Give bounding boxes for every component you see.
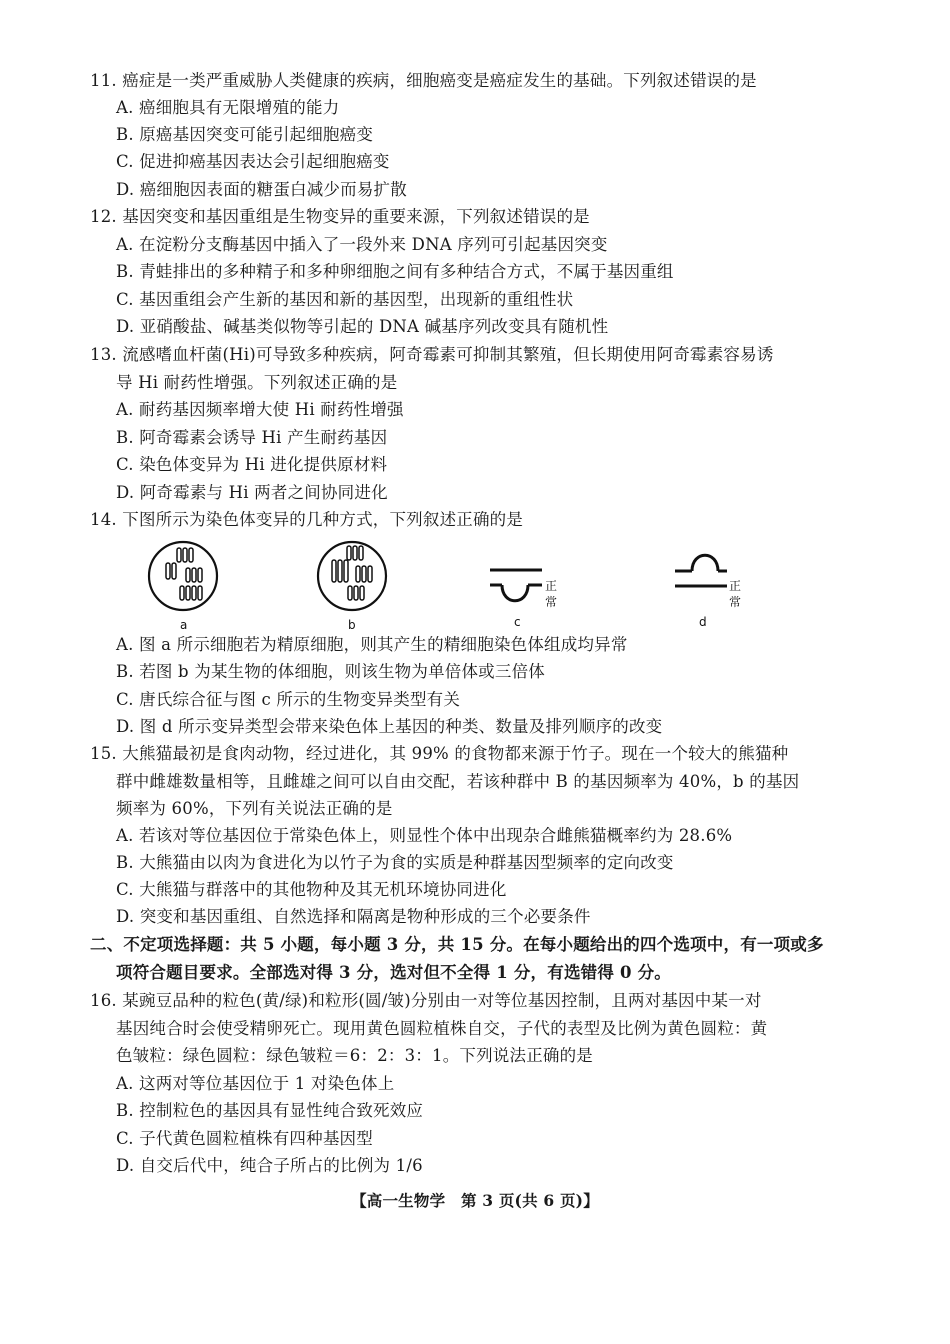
q12-option-a: A. 在淀粉分支酶基因中插入了一段外来 DNA 序列可引起基因突变	[116, 235, 608, 254]
figure-b-label: b	[348, 618, 356, 632]
q14-option-c: C. 唐氏综合征与图 c 所示的生物变异类型有关	[116, 690, 461, 709]
q15-option-b: B. 大熊猫由以肉为食进化为以竹子为食的实质是种群基因型频率的定向改变	[116, 853, 674, 872]
q16-stem-line3: 色皱粒：绿色圆粒：绿色皱粒＝6：2：3：1。下列说法正确的是	[116, 1046, 593, 1065]
q15-stem-line1: 15. 大熊猫最初是食肉动物，经过进化，其 99% 的食物都来源于竹子。现在一个较大的熊猫种	[90, 744, 789, 763]
figure-d-normal-char1: 正	[729, 579, 742, 593]
q14-stem: 14. 下图所示为染色体变异的几种方式，下列叙述正确的是	[90, 510, 524, 529]
q16-option-b: B. 控制粒色的基因具有显性纯合致死效应	[116, 1101, 424, 1120]
q14-option-a: A. 图 a 所示细胞若为精原细胞，则其产生的精细胞染色体组成均异常	[116, 635, 628, 654]
q12-option-d: D. 亚硝酸盐、碱基类似物等引起的 DNA 碱基序列改变具有随机性	[116, 317, 609, 336]
q13-option-d: D. 阿奇霉素与 Hi 两者之间协同进化	[116, 483, 388, 502]
q13-option-c: C. 染色体变异为 Hi 进化提供原材料	[116, 455, 388, 474]
figure-a-label: a	[180, 618, 188, 632]
q16-option-a: A. 这两对等位基因位于 1 对染色体上	[116, 1074, 395, 1093]
chromosome-variation-figure	[130, 538, 770, 634]
q13-stem-line2: 导 Hi 耐药性增强。下列叙述正确的是	[116, 373, 398, 392]
q11-option-a: A. 癌细胞具有无限增殖的能力	[116, 98, 340, 117]
figure-c-diagram	[490, 570, 542, 601]
q15-stem-line2: 群中雌雄数量相等，且雌雄之间可以自由交配，若该种群中 B 的基因频率为 40%，b 的基因	[116, 772, 800, 791]
q16-stem-line2: 基因纯合时会使受精卵死亡。现用黄色圆粒植株自交，子代的表型及比例为黄色圆粒：黄	[116, 1019, 768, 1038]
q11-option-b: B. 原癌基因突变可能引起细胞癌变	[116, 125, 374, 144]
q16-option-d: D. 自交后代中，纯合子所占的比例为 1/6	[116, 1156, 423, 1175]
q16-option-c: C. 子代黄色圆粒植株有四种基因型	[116, 1129, 373, 1148]
q11-stem: 11. 癌症是一类严重威胁人类健康的疾病，细胞癌变是癌症发生的基础。下列叙述错误的是	[90, 71, 757, 90]
figure-d-diagram	[675, 555, 727, 586]
q15-option-d: D. 突变和基因重组、自然选择和隔离是物种形成的三个必要条件	[116, 907, 591, 926]
q15-option-c: C. 大熊猫与群落中的其他物种及其无机环境协同进化	[116, 880, 507, 899]
figure-d-label: d	[699, 615, 707, 629]
q13-option-a: A. 耐药基因频率增大使 Hi 耐药性增强	[116, 400, 404, 419]
figure-b-cell	[318, 542, 386, 610]
q13-stem-line1: 13. 流感嗜血杆菌(Hi)可导致多种疾病，阿奇霉素可抑制其繁殖，但长期使用阿奇霉素容易诱	[90, 345, 774, 364]
figure-c-label: c	[514, 615, 521, 629]
q12-stem: 12. 基因突变和基因重组是生物变异的重要来源，下列叙述错误的是	[90, 207, 590, 226]
q11-option-d: D. 癌细胞因表面的糖蛋白减少而易扩散	[116, 180, 407, 199]
q15-option-a: A. 若该对等位基因位于常染色体上，则显性个体中出现杂合雌熊猫概率约为 28.6%	[116, 826, 733, 845]
section2-heading-line1: 二、不定项选择题：共 5 小题，每小题 3 分，共 15 分。在每小题给出的四个选项中，有一项或多	[90, 935, 824, 954]
page-footer: 【高一生物学 第 3 页(共 6 页)】	[351, 1191, 599, 1210]
figure-d-normal-char2: 常	[729, 595, 742, 609]
q15-stem-line3: 频率为 60%，下列有关说法正确的是	[116, 799, 393, 818]
q14-option-b: B. 若图 b 为某生物的体细胞，则该生物为单倍体或三倍体	[116, 662, 545, 681]
figure-c-normal-char1: 正	[545, 579, 558, 593]
figure-a-cell	[149, 542, 217, 610]
figure-c-normal-char2: 常	[545, 595, 558, 609]
q13-option-b: B. 阿奇霉素会诱导 Hi 产生耐药基因	[116, 428, 388, 447]
q16-stem-line1: 16. 某豌豆品种的粒色(黄/绿)和粒形(圆/皱)分别由一对等位基因控制，且两对基因中某一对	[90, 991, 762, 1010]
q14-option-d: D. 图 d 所示变异类型会带来染色体上基因的种类、数量及排列顺序的改变	[116, 717, 663, 736]
q11-option-c: C. 促进抑癌基因表达会引起细胞癌变	[116, 152, 390, 171]
q12-option-b: B. 青蛙排出的多种精子和多种卵细胞之间有多种结合方式，不属于基因重组	[116, 262, 674, 281]
q12-option-c: C. 基因重组会产生新的基因和新的基因型，出现新的重组性状	[116, 290, 574, 309]
section2-heading-line2: 项符合题目要求。全部选对得 3 分，选对但不全得 1 分，有选错得 0 分。	[116, 963, 672, 982]
